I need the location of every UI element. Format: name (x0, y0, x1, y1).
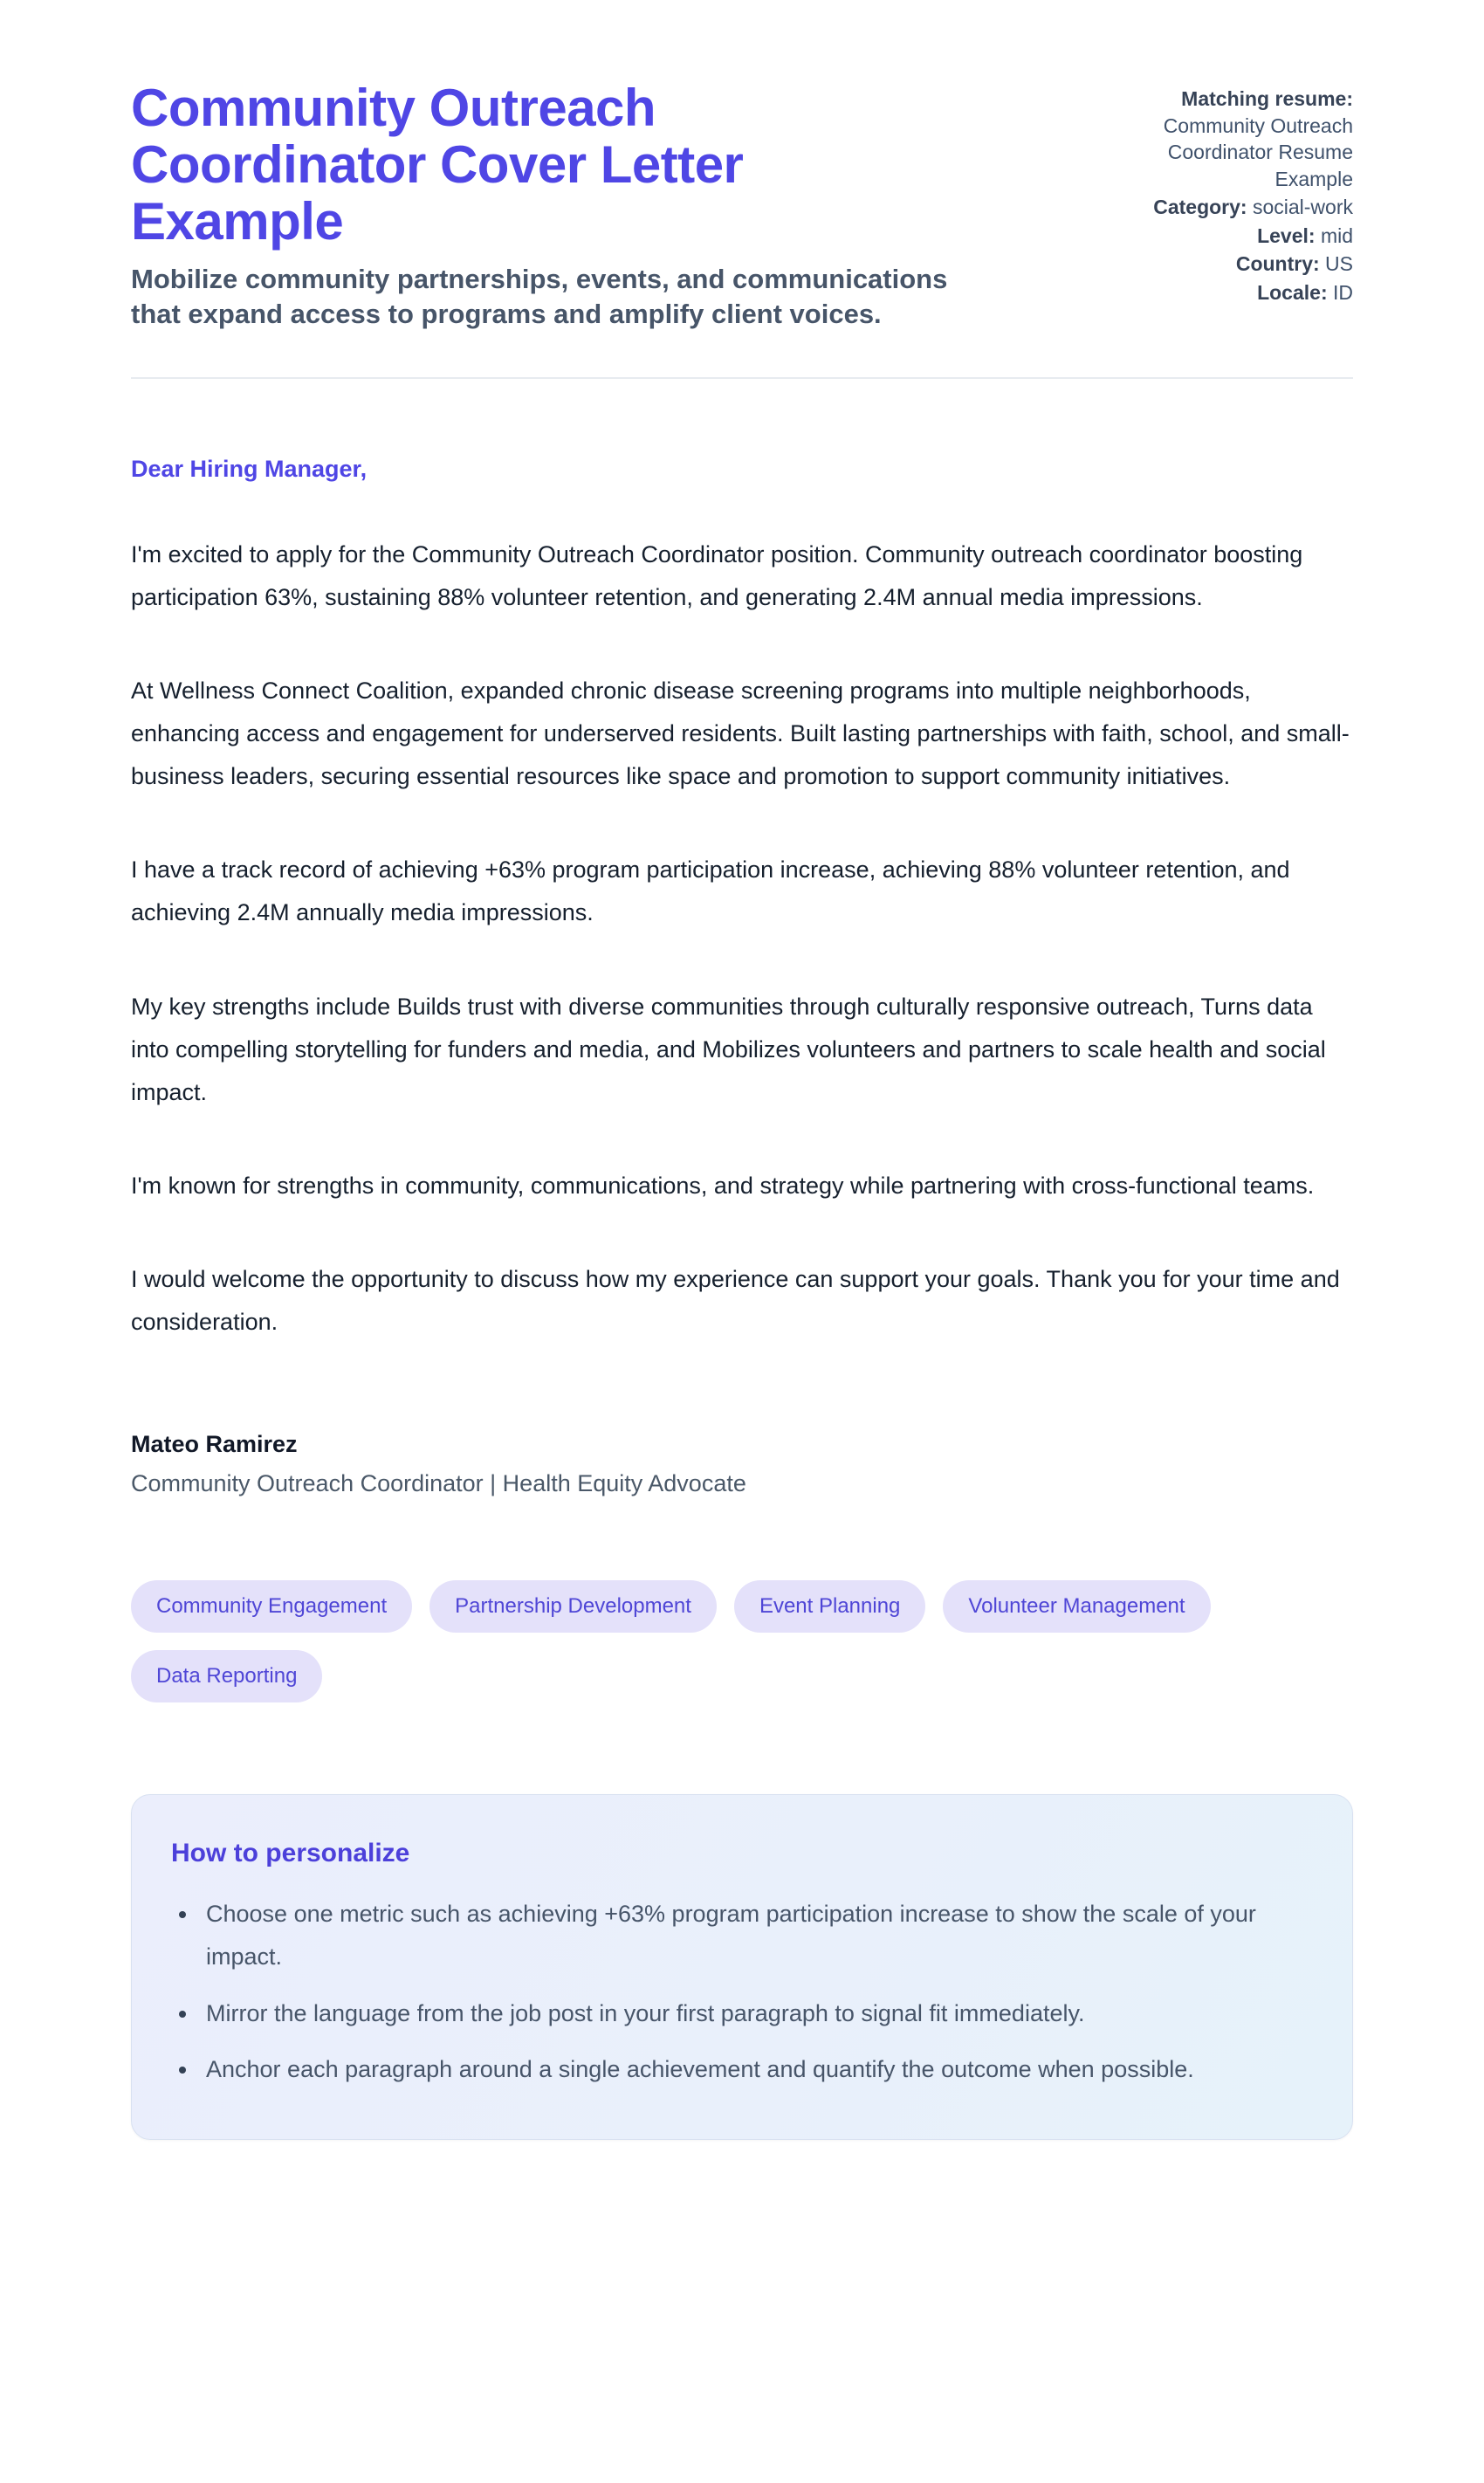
skill-tag: Community Engagement (131, 1580, 412, 1633)
signature-title: Community Outreach Coordinator | Health Equity Advocate (131, 1470, 746, 1497)
header-title-block (131, 80, 1065, 332)
page-title: Community Outreach Coordinator Cover Letter Example (131, 79, 744, 251)
signature-name: Mateo Ramirez (131, 1431, 298, 1458)
meta-category-label: Category: (1153, 196, 1247, 219)
page-subtitle: Mobilize community partnerships, events, and communications that expand access to programs and amplify client voices. (131, 264, 948, 330)
meta-matching-resume-label: Matching resume: (1181, 87, 1353, 110)
personalize-bullet: • Mirror the language from the job post in your first paragraph to signal fit immediately. (199, 1992, 1309, 2035)
greeting: Dear Hiring Manager, (131, 455, 368, 482)
personalize-bullet: • Choose one metric such as achieving +63% program participation increase to show the scale of your impact. (199, 1893, 1309, 1977)
meta-level-value: mid (1320, 224, 1353, 247)
letter-paragraph: I'm excited to apply for the Community Outreach Coordinator position. Community outreach coordinator boosting participation 63%, sustaining 88% volunteer retention, and generating 2.4M annual media impressions. (131, 540, 1303, 610)
skill-tags (131, 1580, 1353, 1702)
personalize-bullet: • Anchor each paragraph around a single achievement and quantify the outcome when possible. (199, 2048, 1309, 2091)
meta-locale-label: Locale: (1257, 281, 1328, 305)
meta-level (1100, 223, 1353, 250)
meta-category (1100, 194, 1353, 221)
meta-matching-resume-value: Community Outreach Coordinator Resume Example (1163, 113, 1353, 190)
meta-locale-value: ID (1333, 281, 1353, 305)
meta-panel (1100, 86, 1353, 308)
letter-paragraph: I have a track record of achieving +63% program participation increase, achieving 88% volunteer retention, and achieving 2.4M annually media impressions. (131, 856, 1290, 926)
letter-paragraph: I'm known for strengths in community, communications, and strategy while partnering with cross-functional teams. (131, 1172, 1315, 1199)
meta-country-value: US (1325, 252, 1353, 276)
personalize-callout (131, 1794, 1353, 2139)
letter-body (131, 456, 1353, 1498)
meta-category-value: social-work (1252, 196, 1353, 219)
letter-paragraph: My key strengths include Builds trust with diverse communities through culturally responsive outreach, Turns data into compelling storytelling for funders and media, and Mobilizes volunteers and partners to scale health and social impact. (131, 993, 1326, 1105)
signature-block (131, 1431, 1353, 1497)
header-divider (131, 377, 1353, 379)
meta-matching-resume (1100, 86, 1353, 192)
letter-paragraph: At Wellness Connect Coalition, expanded chronic disease screening programs into multiple neighborhoods, enhancing access and engagement for underserved residents. Built lasting partnerships with faith, school, and small-business leaders, securing essential resources like space and promotion to support community initiatives. (131, 677, 1350, 790)
skill-tag: Data Reporting (131, 1650, 322, 1702)
skill-tag: Volunteer Management (943, 1580, 1210, 1633)
skill-tag: Event Planning (734, 1580, 925, 1633)
meta-country-label: Country: (1235, 252, 1320, 276)
skill-tag: Partnership Development (429, 1580, 717, 1633)
meta-country (1100, 251, 1353, 278)
header (131, 80, 1353, 332)
personalize-title: How to personalize (171, 1839, 410, 1868)
meta-level-label: Level: (1257, 224, 1316, 247)
letter-paragraph: I would welcome the opportunity to discuss how my experience can support your goals. Thank you for your time and consideration. (131, 1266, 1340, 1336)
personalize-list (171, 1893, 1309, 2090)
meta-locale (1100, 279, 1353, 306)
